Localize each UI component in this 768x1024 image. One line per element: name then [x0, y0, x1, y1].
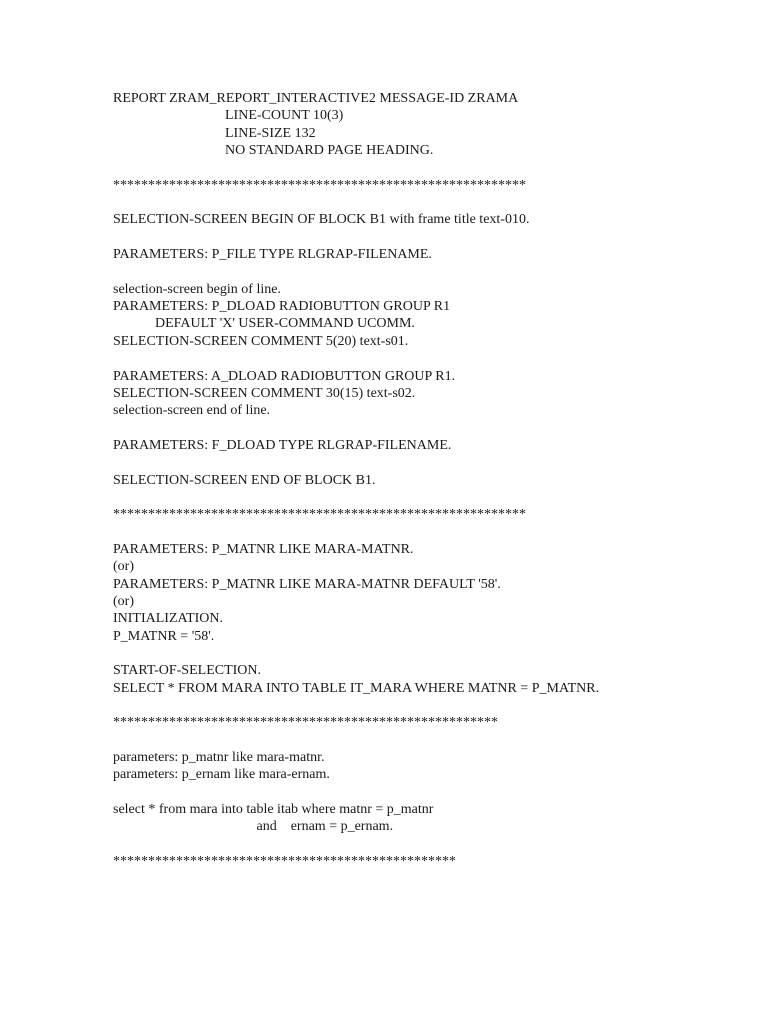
code-line: PARAMETERS: P_MATNR LIKE MARA-MATNR.	[113, 541, 414, 557]
code-line: LINE-SIZE 132	[113, 125, 316, 141]
code-line: PARAMETERS: F_DLOAD TYPE RLGRAP-FILENAME.	[113, 437, 452, 453]
code-line: (or)	[113, 559, 134, 575]
code-line: (or)	[113, 593, 134, 609]
code-listing	[113, 90, 599, 870]
code-line: PARAMETERS: A_DLOAD RADIOBUTTON GROUP R1.	[113, 368, 456, 384]
code-line: parameters: p_matnr like mara-matnr.	[113, 750, 325, 766]
code-line: LINE-COUNT 10(3)	[113, 108, 344, 124]
code-line: ***********************************************************	[113, 177, 526, 193]
code-line: SELECTION-SCREEN COMMENT 30(15) text-s02.	[113, 385, 416, 401]
code-line: PARAMETERS: P_FILE TYPE RLGRAP-FILENAME.	[113, 247, 432, 263]
code-line: REPORT ZRAM_REPORT_INTERACTIVE2 MESSAGE-ID ZRAMA	[113, 91, 519, 106]
code-line: SELECT * FROM MARA INTO TABLE IT_MARA WHERE MATNR = P_MATNR.	[113, 680, 600, 696]
code-line: P_MATNR = '58'.	[113, 628, 215, 644]
code-line: PARAMETERS: P_DLOAD RADIOBUTTON GROUP R1	[113, 299, 451, 315]
code-line: SELECTION-SCREEN BEGIN OF BLOCK B1 with frame title text-010.	[113, 212, 530, 228]
code-line: DEFAULT 'X' USER-COMMAND UCOMM.	[113, 316, 415, 332]
code-line: PARAMETERS: P_MATNR LIKE MARA-MATNR DEFAULT '58'.	[113, 576, 501, 592]
code-line: NO STANDARD PAGE HEADING.	[113, 143, 434, 159]
code-line: SELECTION-SCREEN END OF BLOCK B1.	[113, 472, 376, 488]
code-line: *************************************************	[113, 854, 456, 870]
code-line: parameters: p_ernam like mara-ernam.	[113, 767, 330, 783]
code-line: ***********************************************************	[113, 507, 526, 523]
code-line: INITIALIZATION.	[113, 611, 224, 627]
code-line: *******************************************************	[113, 715, 498, 731]
code-line: selection-screen end of line.	[113, 403, 271, 419]
code-line: and ernam = p_ernam.	[113, 819, 394, 835]
code-line: selection-screen begin of line.	[113, 281, 281, 297]
code-line: START-OF-SELECTION.	[113, 663, 262, 679]
code-line: SELECTION-SCREEN COMMENT 5(20) text-s01.	[113, 333, 409, 349]
code-line: select * from mara into table itab where matnr = p_matnr	[113, 802, 434, 818]
